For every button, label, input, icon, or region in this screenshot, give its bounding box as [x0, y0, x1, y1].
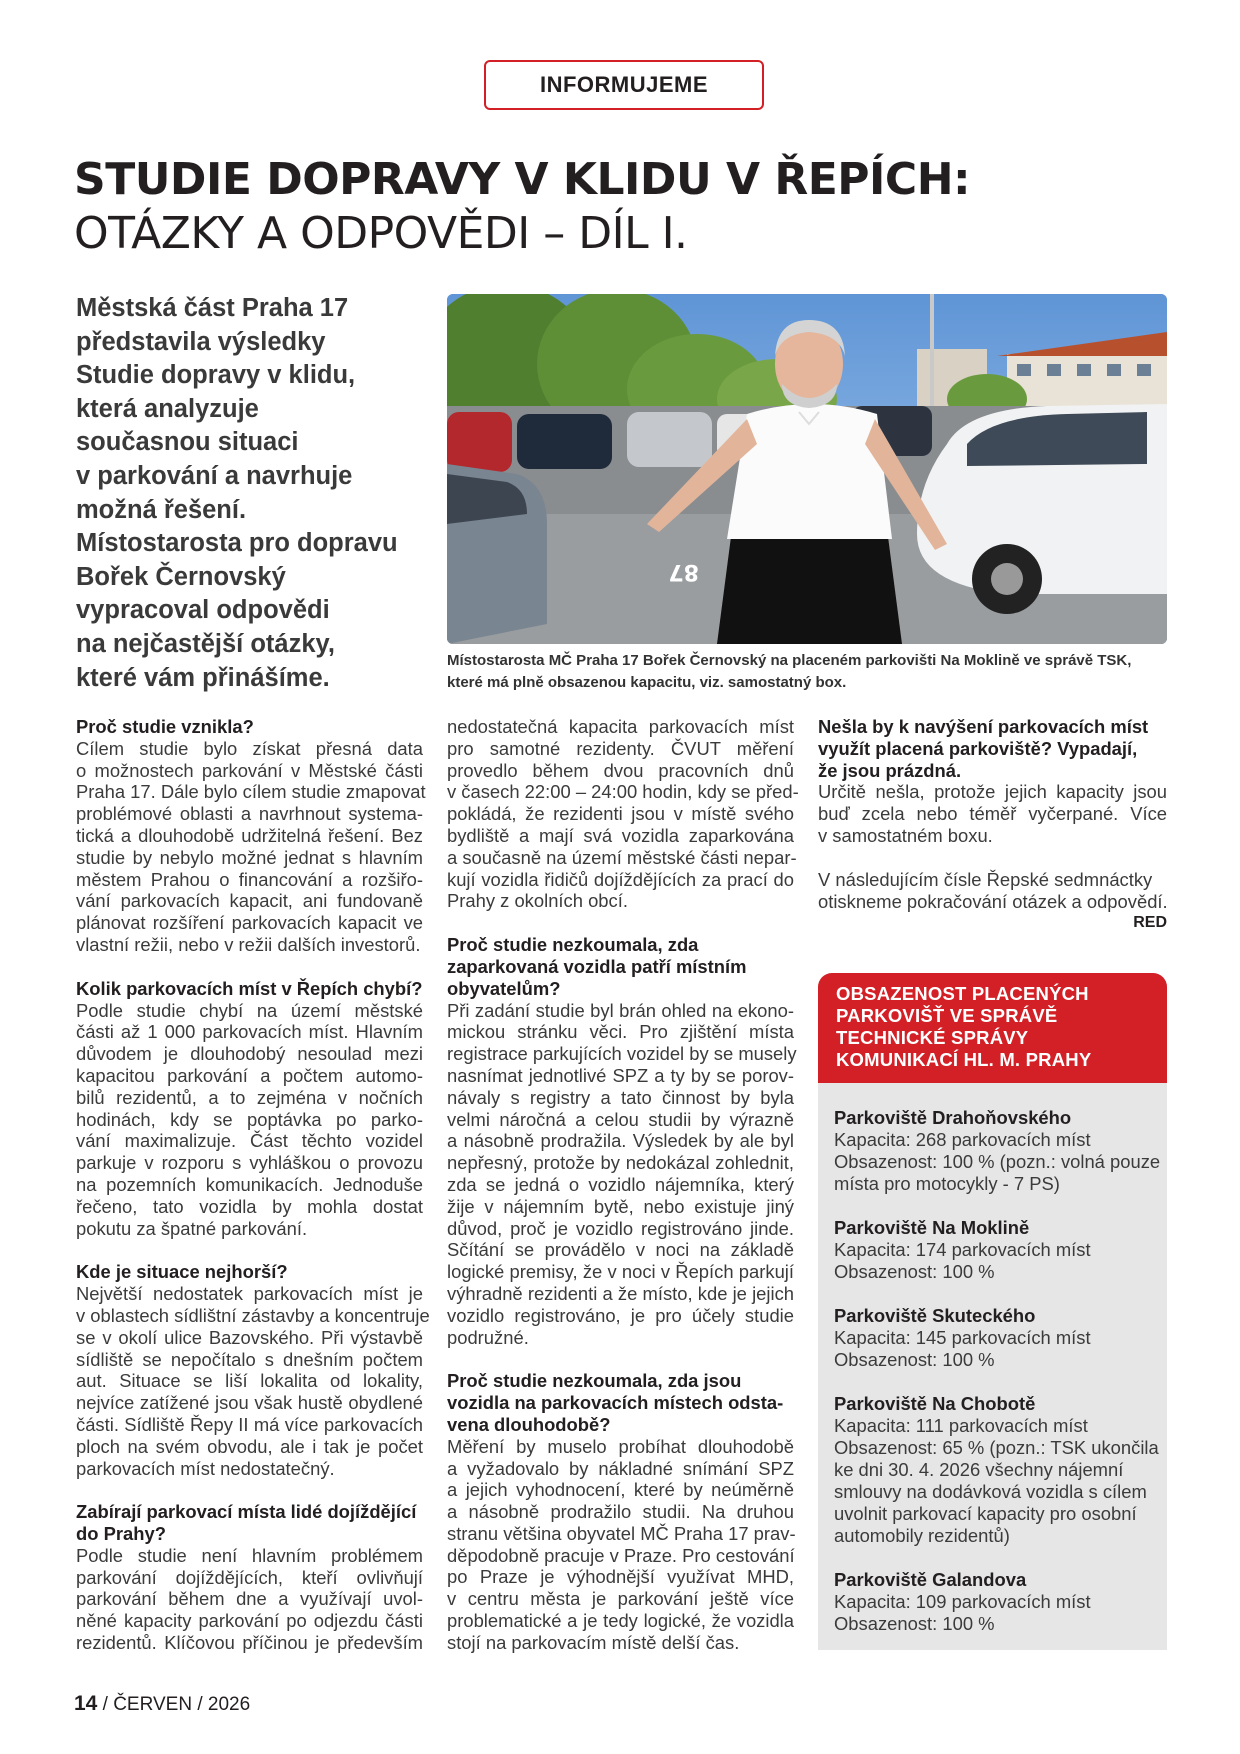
parking-occupancy-box — [818, 973, 1167, 1650]
text-line: která analyzuje — [76, 394, 259, 423]
text-line: Městská část Praha 17 — [76, 294, 349, 322]
text-line: městem Prahou o financování a rozšiřo- — [76, 868, 423, 890]
text-line: Místostarosta MČ Praha 17 Bořek Černovský na placeném parkovišti Na Moklině ve správě TSK, — [447, 652, 1132, 669]
text-line: V následujícím čísle Řepské sedmnáctky — [818, 868, 1153, 890]
answer-paragraph — [76, 1545, 423, 1654]
text-line: po Praze je výhodnější využívat MHD, — [447, 1566, 794, 1588]
text-line: podružné. — [447, 1326, 529, 1348]
parking-lot-detail: Kapacita: 111 parkovacích míst — [834, 1415, 1088, 1436]
text-line: PARKOVIŠŤ VE SPRÁVĚ — [836, 1005, 1058, 1026]
parking-lot-name: Parkoviště Skuteckého — [834, 1305, 1036, 1326]
text-line: Sčítání se provádělo v noci na základě — [447, 1239, 794, 1261]
text-line: buď zcela nebo téměř vyčerpané. Více — [818, 803, 1167, 825]
question-heading — [76, 716, 423, 738]
text-line: řečeno, tato vozidla by mohla dostat — [76, 1195, 423, 1217]
text-line: parkuje v rozporu s vyhláškou o provozu — [76, 1152, 423, 1174]
text-line: aut. Situace se liší lokalita od lokality, — [76, 1370, 423, 1392]
text-line: do Prahy? — [76, 1523, 166, 1545]
text-line: problémové oblasti a navrhnout systema- — [76, 803, 423, 825]
parking-lot-detail: Obsazenost: 100 % — [834, 1349, 995, 1370]
text-line: mickou stránku věci. Pro zjištění místa — [447, 1021, 794, 1043]
text-line: Nešla by k navýšení parkovacích míst — [818, 716, 1149, 737]
text-line: logické premisy, že v noci v Řepích parkují — [447, 1261, 794, 1283]
text-line: vozidlo registrováno, je pro účely studie — [447, 1304, 794, 1326]
parking-lot-list — [818, 1083, 1167, 1635]
page-footer — [74, 1692, 250, 1716]
parking-lot-detail: Kapacita: 109 parkovacích míst — [834, 1591, 1091, 1612]
text-line: OBSAZENOST PLACENÝCH — [836, 983, 1089, 1004]
text-line: Podle studie není hlavním problémem — [76, 1544, 423, 1566]
author-signature: RED — [1133, 914, 1167, 932]
issue-date: / ČERVEN / 2026 — [97, 1694, 251, 1715]
parking-lot-detail: Kapacita: 145 parkovacích míst — [834, 1327, 1091, 1348]
text-line: parkování během dne a využívají uvol- — [76, 1588, 423, 1610]
text-line: Proč studie nezkoumala, zda — [447, 934, 699, 956]
text-line: a současně na území městské části nepar- — [447, 846, 797, 868]
text-line: Praha 17. Dále bylo cílem studie zmapovat — [76, 781, 426, 803]
text-line: v oblastech sídlištní zástavby a koncentruje — [76, 1304, 430, 1326]
text-line: Podle studie chybí na území městské — [76, 999, 423, 1021]
answer-paragraph — [447, 1436, 794, 1654]
parking-lot-detail: automobily rezidentů) — [834, 1525, 1010, 1546]
text-line: a vyžadovalo by nákladné snímání SPZ — [447, 1457, 794, 1479]
text-line: kují vozidla řidičů dojíždějících za prací do — [447, 868, 794, 890]
text-line: něné kapacity parkování po odjezdu části — [76, 1610, 423, 1632]
column-2 — [447, 716, 799, 1654]
text-line: výhradně rezidenti a že místo, kde je jejich — [447, 1282, 794, 1304]
text-line: bydliště a mají svá vozidla zaparkována — [447, 824, 794, 846]
parking-lot-detail: Kapacita: 268 parkovacích míst — [834, 1129, 1091, 1150]
text-line: registrace parkujících vozidel by se musely — [447, 1043, 797, 1065]
parking-lot-entry — [834, 1393, 1159, 1547]
parking-lot-detail: Obsazenost: 100 % — [834, 1613, 995, 1634]
text-line: se v okolí ulice Bazovského. Při výstavbě — [76, 1326, 423, 1348]
text-line: vání parkovacích kapacit, ani fundovaně — [76, 890, 423, 912]
text-line: vlastní režii, nebo v režii dalších investorů. — [76, 933, 421, 955]
text-line: nejvíce zatížené jsou však hustě obydlené — [76, 1392, 423, 1414]
text-line: problematické a je tedy logické, že vozidla — [447, 1610, 794, 1632]
article-title: STUDIE DOPRAVY V KLIDU V ŘEPÍCH: — [74, 154, 971, 205]
text-line: stojí na parkovacím místě delší čas. — [447, 1631, 740, 1653]
text-line: sídliště se nepočítalo s dnešním počtem — [76, 1348, 423, 1370]
text-line: představila výsledky — [76, 327, 326, 356]
column-1 — [76, 716, 430, 1654]
question-heading — [447, 1370, 794, 1435]
text-line: Prahy z okolních obcí. — [447, 890, 628, 912]
parking-lot-entry — [834, 1107, 1161, 1195]
text-line: nedostatečná kapacita parkovacích míst — [447, 716, 794, 737]
text-line: vání maximalizuje. Část těchto vozidel — [76, 1130, 423, 1152]
lead-paragraph — [76, 292, 416, 695]
text-line: a násobně prodražilo studii. Na druhou — [447, 1501, 794, 1523]
text-line: tická a dlouhodobě udržitelná řešení. Bez — [76, 824, 423, 846]
text-line: zda se jedná o vozidlo nájemníka, který — [447, 1173, 794, 1195]
answer-paragraph — [76, 1000, 423, 1240]
text-line: žije v nájemním bytě, nebo existuje jiný — [447, 1195, 794, 1217]
question-heading — [76, 1501, 423, 1545]
text-line: Při zadání studie byl brán ohled na ekono- — [447, 999, 794, 1021]
article-subtitle: OTÁZKY A ODPOVĚDI – DÍL I. — [74, 208, 688, 259]
continuation-note — [818, 869, 1167, 913]
question-heading — [76, 1261, 423, 1283]
answer-paragraph — [76, 1283, 430, 1479]
text-line: provedlo během dvou pracovních dnů — [447, 759, 794, 781]
parking-lot-detail: uvolnit parkovací kapacity pro osobní — [834, 1503, 1137, 1524]
parking-lot-detail: Obsazenost: 100 % — [834, 1261, 995, 1282]
text-line: na pozemních komunikacích. Jednoduše — [76, 1173, 423, 1195]
article-photo — [447, 294, 1167, 644]
parking-lot-detail: ke dni 30. 4. 2026 všechny nájemní — [834, 1459, 1124, 1480]
text-line: Proč studie nezkoumala, zda jsou — [447, 1370, 742, 1392]
parking-lot-name: Parkoviště Na Moklině — [834, 1217, 1030, 1238]
text-line: v centru města je parkování ještě více — [447, 1588, 794, 1610]
parking-lot-detail: smlouvy na dodávková vozidla s cílem — [834, 1481, 1147, 1502]
text-line: současnou situaci — [76, 428, 299, 457]
text-line: návaly s registry a tato činnost by byla — [447, 1086, 794, 1108]
text-line: Cílem studie bylo získat přesná data — [76, 737, 423, 759]
text-line: o možnostech parkování v Městské části — [76, 759, 423, 781]
parking-lot-name: Parkoviště Na Chobotě — [834, 1393, 1036, 1414]
text-line: Největší nedostatek parkovacích míst je — [76, 1283, 423, 1305]
page-number: 14 — [74, 1692, 98, 1715]
column-3 — [818, 716, 1167, 934]
text-line: vypracoval odpovědi — [76, 596, 330, 625]
text-line: které vám přinášíme. — [76, 663, 330, 692]
text-line: parkování dojíždějících, kteří ovlivňují — [76, 1566, 423, 1588]
text-line: bilů rezidentů, a to zejména v nočních — [76, 1086, 423, 1108]
text-line: nepřesný, protože by nedokázal zohlednit, — [447, 1152, 794, 1174]
answer-paragraph — [447, 999, 797, 1349]
text-line: pokutu za špatné parkování. — [76, 1217, 308, 1239]
parking-lot-name: Parkoviště Drahoňovského — [834, 1107, 1072, 1128]
text-line: v parkování a navrhuje — [76, 461, 353, 490]
parking-lot-detail: Obsazenost: 100 % (pozn.: volná pouze — [834, 1151, 1161, 1172]
section-tag: INFORMUJEME — [484, 60, 764, 110]
text-line: Kolik parkovacích míst v Řepích chybí? — [76, 977, 423, 999]
answer-paragraph — [447, 716, 799, 912]
text-line: které má plně obsazenou kapacitu, viz. samostatný box. — [447, 674, 847, 691]
text-line: pokládá, že rezidenti jsou v místě svého — [447, 803, 794, 825]
text-line: zaparkovaná vozidla patří místním — [447, 955, 747, 977]
text-line: vena dlouhodobě? — [447, 1413, 611, 1435]
text-line: možná řešení. — [76, 495, 247, 524]
text-line: že jsou prázdná. — [818, 759, 962, 781]
text-line: Studie dopravy v klidu, — [76, 361, 356, 390]
parking-lot-detail: místa pro motocykly - 7 PS) — [834, 1173, 1060, 1194]
text-line: děpodobně pracuje v Praze. Pro cestování — [447, 1544, 795, 1566]
answer-paragraph — [76, 737, 426, 956]
text-line: plánovat rozšíření parkovacích kapacit ve — [76, 912, 423, 934]
text-line: na nejčastější otázky, — [76, 629, 335, 658]
text-line: části až 1 000 parkovacích míst. Hlavním — [76, 1021, 423, 1043]
parking-lot-entry — [834, 1305, 1151, 1371]
question-heading — [447, 934, 794, 999]
text-line: v samostatném boxu. — [818, 824, 993, 846]
text-line: ploch na svém obvodu, ale i tak je počet — [76, 1435, 423, 1457]
parking-lot-detail: Kapacita: 174 parkovacích míst — [834, 1239, 1091, 1260]
parking-lot-entry — [834, 1569, 1151, 1635]
text-line: Kde je situace nejhorší? — [76, 1261, 288, 1283]
text-line: využít placená parkoviště? Vypadají, — [818, 737, 1138, 759]
text-line: vozidla na parkovacích místech odsta- — [447, 1392, 784, 1414]
text-line: rezidentů. Klíčovou příčinou je především — [76, 1632, 423, 1654]
parking-lot-detail: Obsazenost: 65 % (pozn.: TSK ukončila — [834, 1437, 1159, 1458]
question-heading — [818, 716, 1167, 781]
text-line: Měření by muselo probíhat dlouhodobě — [447, 1435, 794, 1457]
text-line: Místostarosta pro dopravu — [76, 529, 398, 558]
text-line: a násobně prodražila. Výsledek by ale byl — [447, 1130, 794, 1152]
text-line: důvodem je dlouhodobý nesoulad mezi — [76, 1043, 423, 1065]
parking-lot-name: Parkoviště Galandova — [834, 1569, 1027, 1590]
text-line: a jejich vyhodnocení, které by neúměrně — [447, 1479, 794, 1501]
text-line: nasnímat jednotlivé SPZ a ty by se porov- — [447, 1064, 794, 1086]
text-line: pro samotné rezidenty. ČVUT měření — [447, 737, 794, 759]
photo-caption — [447, 650, 1167, 694]
text-line: kapacitou parkování a počtem automo- — [76, 1064, 423, 1086]
parking-lot-entry — [834, 1217, 1151, 1283]
text-line: KOMUNIKACÍ HL. M. PRAHY — [836, 1049, 1092, 1070]
text-line: důvod, proč je vozidlo registrováno jinde. — [447, 1217, 794, 1239]
text-line: TECHNICKÉ SPRÁVY — [836, 1027, 1029, 1048]
answer-paragraph — [818, 781, 1167, 846]
text-line: Proč studie vznikla? — [76, 716, 254, 737]
parking-space-number: 87 — [668, 559, 699, 584]
text-line: stranu většina obyvatel MČ Praha 17 prav- — [447, 1522, 796, 1544]
text-line: obyvatelům? — [447, 977, 561, 999]
text-line: hodinách, kdy se poptávka po parko- — [76, 1108, 423, 1130]
text-line: Bořek Černovský — [76, 562, 286, 591]
text-line: části. Sídliště Řepy II má více parkovacích — [76, 1413, 423, 1435]
question-heading — [76, 978, 423, 1000]
box-title — [818, 973, 1167, 1083]
text-line: studie by nebylo možné jednat s hlavním — [76, 846, 423, 868]
parking-lot-photo — [447, 294, 1167, 644]
text-line: Určitě nešla, protože jejich kapacity jsou — [818, 781, 1167, 803]
text-line: v časech 22:00 – 24:00 hodin, kdy se před- — [447, 781, 799, 803]
text-line: velmi náročná a celou studii by výrazně — [447, 1108, 794, 1130]
text-line: otiskneme pokračování otázek a odpovědí. — [818, 890, 1168, 912]
text-line: Zabírají parkovací místa lidé dojíždějící — [76, 1501, 417, 1523]
text-line: parkovacích míst nedostatečný. — [76, 1457, 335, 1479]
